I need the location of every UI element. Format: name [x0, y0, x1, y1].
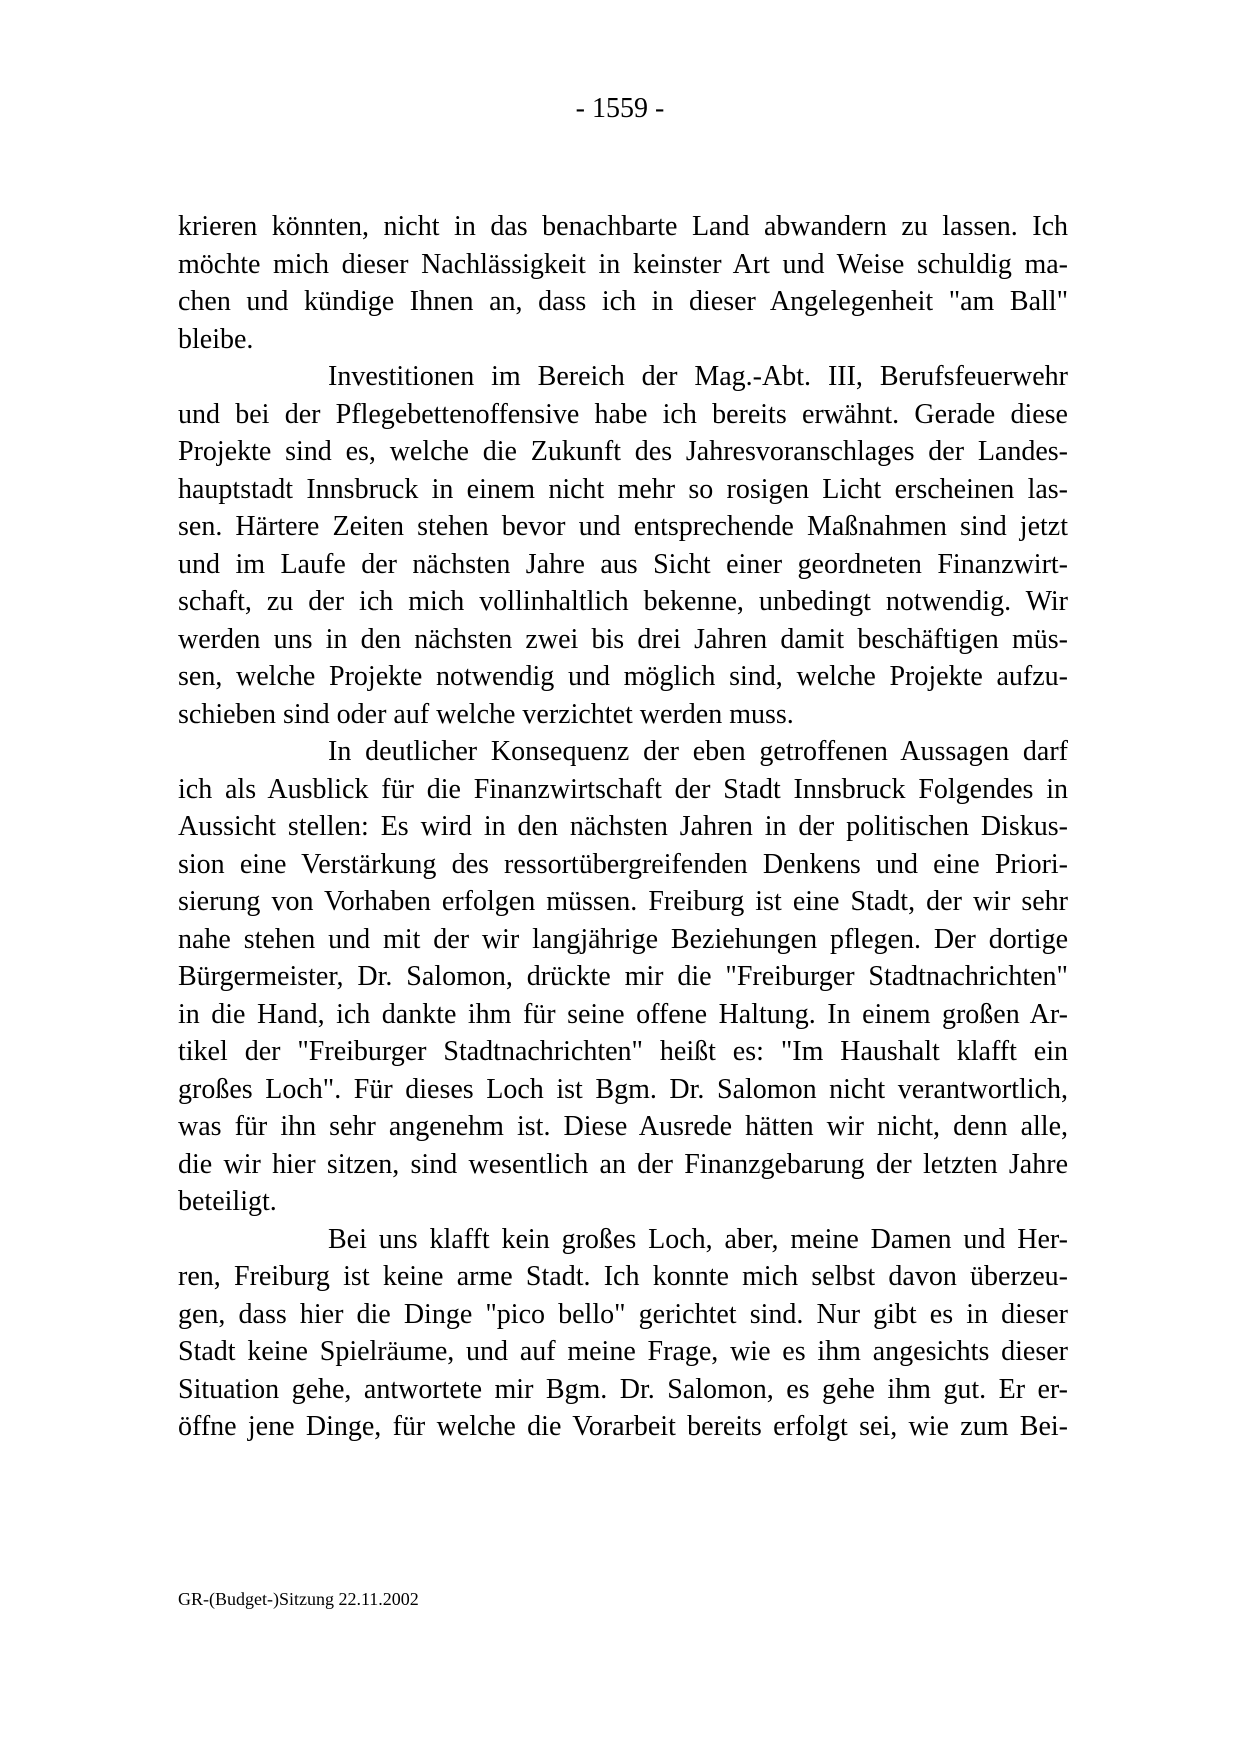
text-line: chen und kündige Ihnen an, dass ich in dieser Angelegenheit "am Ball" — [178, 286, 1068, 317]
text-line: Aussicht stellen: Es wird in den nächsten Jahren in der politischen Diskus- — [178, 811, 1068, 842]
text-line: krieren könnten, nicht in das benachbarte Land abwandern zu lassen. Ich — [178, 211, 1068, 242]
text-line: und im Laufe der nächsten Jahre aus Sicht einer geordneten Finanzwirt- — [178, 548, 1068, 580]
text-line: in die Hand, ich dankte ihm für seine offene Haltung. In einem großen Ar- — [178, 998, 1068, 1030]
text-line: In deutlicher Konsequenz der eben getroffenen Aussagen darf — [328, 736, 1068, 767]
footer-session-date: GR-(Budget-)Sitzung 22.11.2002 — [178, 1589, 419, 1609]
text-line: großes Loch". Für dieses Loch ist Bgm. Dr. Salomon nicht verantwortlich, — [178, 1073, 1068, 1105]
text-line: bleibe. — [178, 323, 254, 355]
text-line: sierung von Vorhaben erfolgen müssen. Freiburg ist eine Stadt, der wir sehr — [178, 886, 1068, 917]
page-number: - 1559 - — [575, 93, 665, 124]
text-line: Bürgermeister, Dr. Salomon, drückte mir die "Freiburger Stadtnachrichten" — [178, 961, 1068, 992]
text-line: Situation gehe, antwortete mir Bgm. Dr. Salomon, es gehe ihm gut. Er er- — [178, 1373, 1068, 1405]
text-line: tikel der "Freiburger Stadtnachrichten" heißt es: "Im Haushalt klafft ein — [178, 1036, 1068, 1067]
text-line: Stadt keine Spielräume, und auf meine Frage, wie es ihm angesichts dieser — [178, 1336, 1068, 1367]
text-line: schaft, zu der ich mich vollinhaltlich bekenne, unbedingt notwendig. Wir — [178, 586, 1068, 617]
text-line: ren, Freiburg ist keine arme Stadt. Ich konnte mich selbst davon überzeu- — [178, 1261, 1068, 1292]
text-line: Investitionen im Bereich der Mag.-Abt. III, Berufsfeuerwehr — [328, 361, 1068, 392]
text-line: Bei uns klafft kein großes Loch, aber, meine Damen und Her- — [328, 1223, 1068, 1255]
text-line: sen, welche Projekte notwendig und möglich sind, welche Projekte aufzu- — [178, 661, 1068, 692]
text-line: ich als Ausblick für die Finanzwirtschaft der Stadt Innsbruck Folgendes in — [178, 773, 1068, 805]
text-line: die wir hier sitzen, sind wesentlich an der Finanzgebarung der letzten Jahre — [178, 1148, 1068, 1180]
text-line: öffne jene Dinge, für welche die Vorarbeit bereits erfolgt sei, wie zum Bei- — [178, 1411, 1068, 1442]
text-line: sion eine Verstärkung des ressortübergreifenden Denkens und eine Priori- — [178, 848, 1068, 880]
text-line: werden uns in den nächsten zwei bis drei Jahren damit beschäftigen müs- — [178, 623, 1068, 655]
text-line: möchte mich dieser Nachlässigkeit in keinster Art und Weise schuldig ma- — [178, 248, 1068, 280]
text-line: sen. Härtere Zeiten stehen bevor und entsprechende Maßnahmen sind jetzt — [178, 511, 1068, 542]
text-line: hauptstadt Innsbruck in einem nicht mehr so rosigen Licht erscheinen las- — [178, 473, 1068, 505]
body-text — [178, 208, 1068, 1446]
text-line: schieben sind oder auf welche verzichtet werden muss. — [178, 698, 794, 730]
text-line: nahe stehen und mit der wir langjährige Beziehungen pflegen. Der dortige — [178, 923, 1068, 955]
text-line: was für ihn sehr angenehm ist. Diese Ausrede hätten wir nicht, denn alle, — [178, 1111, 1068, 1142]
text-line: gen, dass hier die Dinge "pico bello" gerichtet sind. Nur gibt es in dieser — [178, 1298, 1068, 1330]
text-line: beteiligt. — [178, 1186, 277, 1217]
text-line: Projekte sind es, welche die Zukunft des Jahresvoranschlages der Landes- — [178, 436, 1068, 467]
text-line: und bei der Pflegebettenoffensive habe ich bereits erwähnt. Gerade diese — [178, 398, 1068, 430]
